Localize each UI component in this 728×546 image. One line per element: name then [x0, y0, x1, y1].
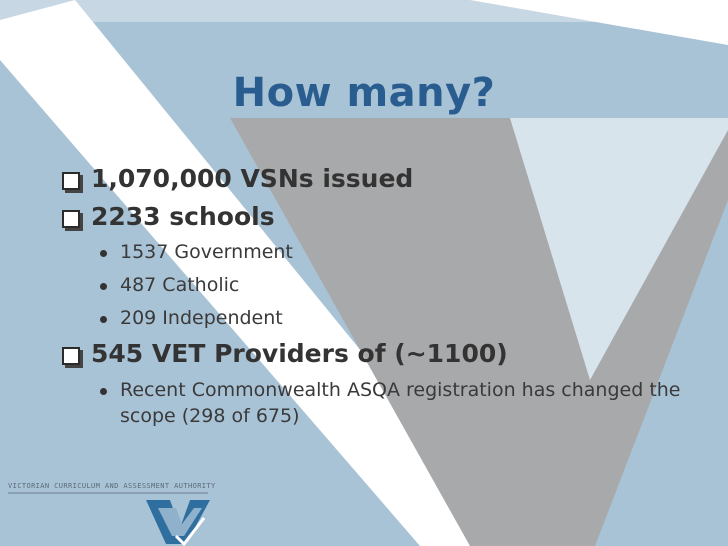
- top-strip: [0, 0, 728, 22]
- bullet-text: 545 VET Providers of (~1100): [91, 339, 508, 368]
- checkbox-bullet-icon: [62, 172, 80, 190]
- sub-bullet-text: 1537 Government: [120, 241, 293, 263]
- logo-text: VICTORIAN CURRICULUM AND ASSESSMENT AUTHORITY: [8, 482, 216, 490]
- sub-bullet-asqa: [60, 373, 700, 429]
- sub-bullet-government: [60, 236, 700, 269]
- dot-bullet-icon: [100, 388, 107, 395]
- bullet-list: [60, 160, 700, 429]
- bullet-text: 2233 schools: [91, 202, 275, 231]
- vcaa-logo: [8, 478, 218, 546]
- bullet-text: 1,070,000 VSNs issued: [91, 164, 414, 193]
- dot-bullet-icon: [100, 283, 107, 290]
- sub-bullet-text: Recent Commonwealth ASQA registration has changed the scope (298 of 675): [120, 379, 681, 427]
- logo-mark-icon: [8, 478, 218, 546]
- checkbox-bullet-icon: [62, 347, 80, 365]
- slide-title: How many?: [232, 70, 496, 116]
- checkbox-bullet-icon: [62, 210, 80, 228]
- bullet-vet-providers: [60, 335, 700, 373]
- bullet-schools: [60, 198, 700, 236]
- dot-bullet-icon: [100, 250, 107, 257]
- sub-bullet-independent: [60, 302, 700, 335]
- sub-bullet-text: 487 Catholic: [120, 274, 240, 296]
- sub-bullet-catholic: [60, 269, 700, 302]
- dot-bullet-icon: [100, 316, 107, 323]
- sub-bullet-text: 209 Independent: [120, 307, 283, 329]
- bullet-vsns: [60, 160, 700, 198]
